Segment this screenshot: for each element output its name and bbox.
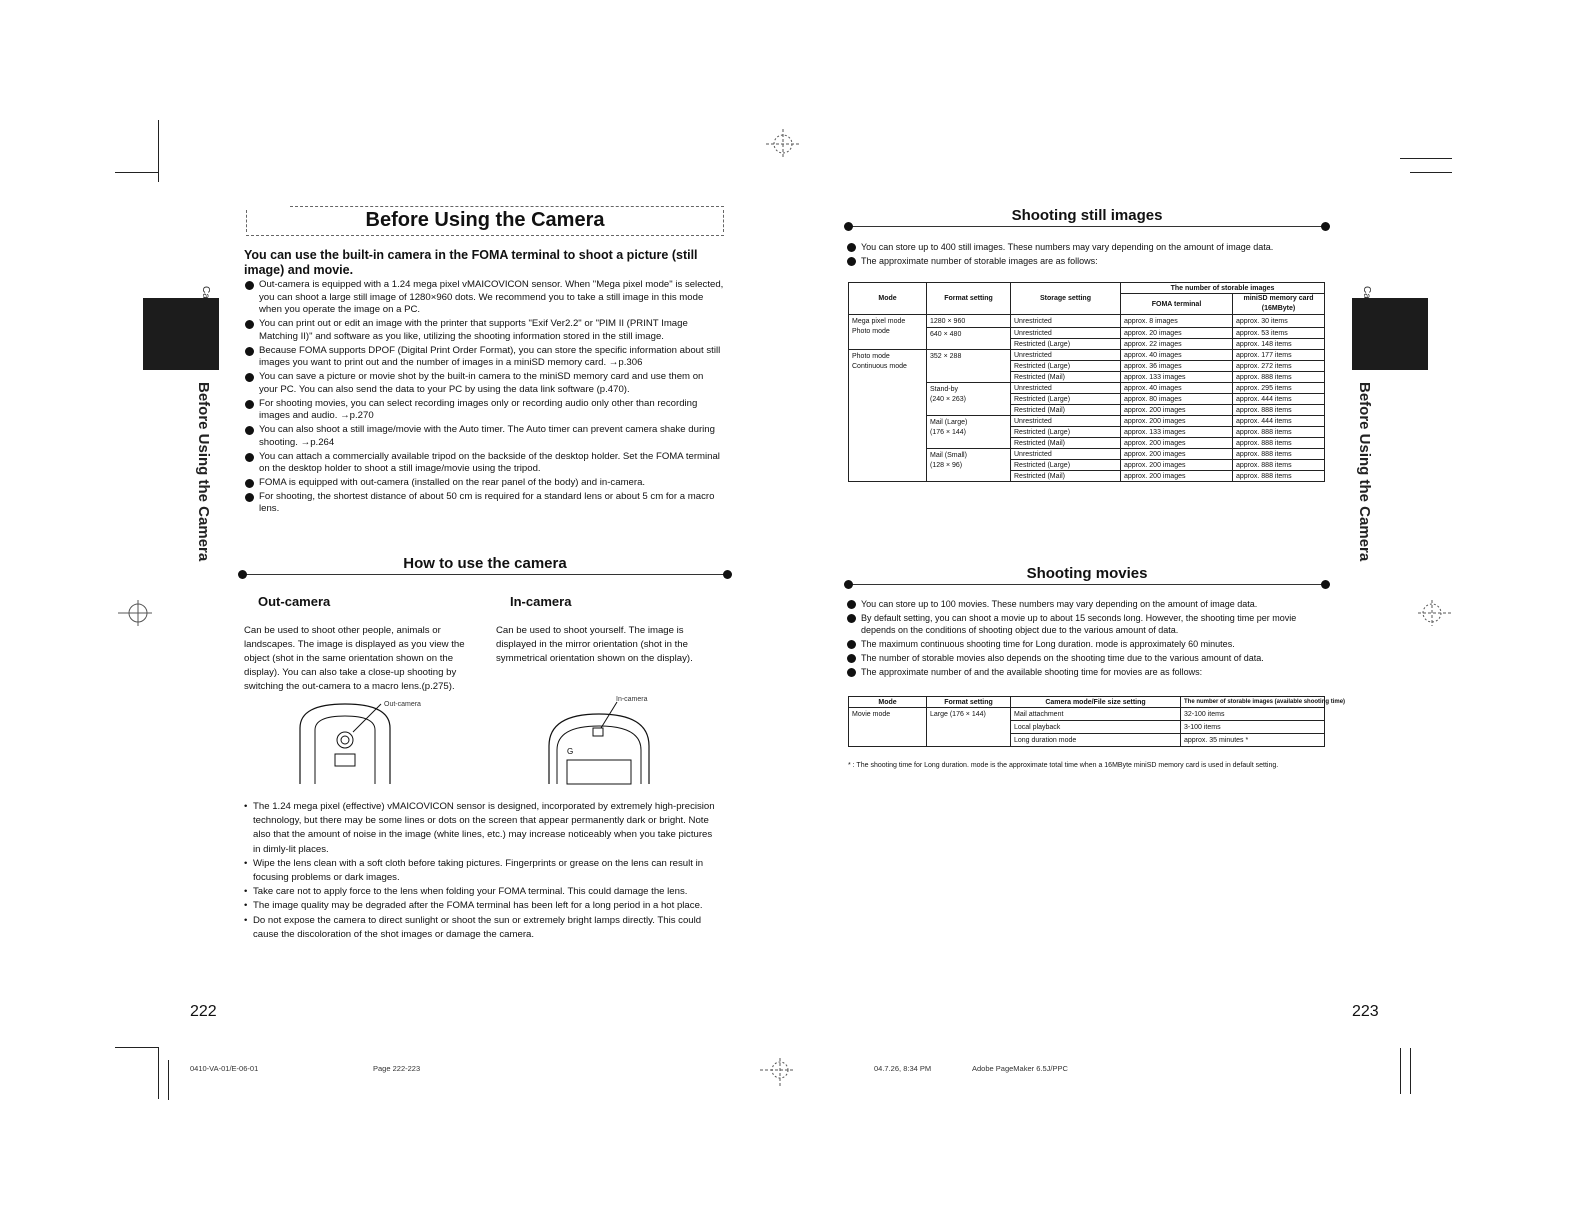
list-item: The maximum continuous shooting time for Long duration. mode is approximately 60 minutes. <box>846 638 1328 651</box>
table-cell: 640 × 480 <box>927 328 1011 350</box>
table-cell: approx. 888 items <box>1233 372 1325 383</box>
crop-mark <box>115 1047 159 1048</box>
table-cell: Photo mode Continuous mode <box>849 350 927 482</box>
table-cell: Restricted (Large) <box>1011 339 1121 350</box>
table-cell: Unrestricted <box>1011 416 1121 427</box>
crop-mark <box>1400 1048 1401 1094</box>
crop-mark <box>1410 1048 1411 1094</box>
list-item: • Wipe the lens clean with a soft cloth before taking pictures. Fingerprints or grease on the lens can result in focusing problems or dark images. <box>244 857 722 885</box>
table-cell: approx. 133 images <box>1121 427 1233 438</box>
table-cell: approx. 888 items <box>1233 438 1325 449</box>
table-cell: approx. 200 images <box>1121 438 1233 449</box>
movie-info-list <box>846 598 1328 679</box>
table-row <box>849 350 1325 361</box>
list-item: You can store up to 400 still images. These numbers may vary depending on the amount of image data. <box>846 241 1328 254</box>
footer-pages: Page 222-223 <box>373 1064 421 1073</box>
table-header: The number of storable images (available shooting time) <box>1181 697 1325 708</box>
table-cell: approx. 444 items <box>1233 394 1325 405</box>
side-tab-block <box>143 298 219 370</box>
in-camera-phone-illustration <box>545 696 655 784</box>
list-item: Because FOMA supports DPOF (Digital Print Order Format), you can store the specific information about still images you want to print out and the number of images in a miniSD memory card. →p.306 <box>244 345 724 370</box>
table-cell: 32-100 items <box>1181 708 1325 721</box>
table-cell: 3-100 items <box>1181 721 1325 734</box>
list-item: • The 1.24 mega pixel (effective) vMAICOVICON sensor is designed, incorporated by extremely high-precision technology, but there may be some lines or dots on the screen that appear permanently dark or bright. Note also that the amount of noise in the image (white lines, etc.) may increase noticeably when you take pictures in dimly-lit places. <box>244 800 722 857</box>
table-cell: approx. 200 images <box>1121 405 1233 416</box>
table-cell: Restricted (Mail) <box>1011 405 1121 416</box>
table-cell: 352 × 288 <box>927 350 1011 383</box>
table-cell: Large (176 × 144) <box>927 708 1011 747</box>
table-cell: Unrestricted <box>1011 350 1121 361</box>
table-header: Camera mode/File size setting <box>1011 697 1181 708</box>
out-camera-heading: Out-camera <box>258 594 331 609</box>
table-cell: Restricted (Large) <box>1011 394 1121 405</box>
table-cell: 1280 × 960 <box>927 315 1011 328</box>
table-header: FOMA terminal <box>1121 294 1233 315</box>
crop-mark <box>1400 158 1452 159</box>
in-camera-description: Can be used to shoot yourself. The image is displayed in the mirror orientation (shot in the symmetrical orientation shown on the display). <box>496 625 693 664</box>
table-cell: Mega pixel mode Photo mode <box>849 315 927 350</box>
table-cell: Unrestricted <box>1011 449 1121 460</box>
list-item: For shooting, the shortest distance of about 50 cm is required for a standard lens or about 5 cm for a macro lens. <box>244 491 724 516</box>
table-cell: Stand-by (240 × 263) <box>927 383 1011 416</box>
table-cell: approx. 295 items <box>1233 383 1325 394</box>
list-item: The number of storable movies also depends on the shooting time due to the various amount of data. <box>846 652 1328 665</box>
footer-app: Adobe PageMaker 6.5J/PPC <box>972 1064 1068 1073</box>
table-cell: approx. 888 items <box>1233 427 1325 438</box>
list-item: The approximate number of storable images are as follows: <box>846 255 1328 268</box>
table-header: Mode <box>849 283 927 315</box>
footnote: * : The shooting time for Long duration. mode is the approximate total time when a 16MByte miniSD memory card is used in default setting. <box>848 762 1279 769</box>
table-cell: Unrestricted <box>1011 328 1121 339</box>
table-row <box>849 708 1325 721</box>
section-heading-movies <box>842 565 1332 587</box>
side-tab-block <box>1352 298 1428 370</box>
table-cell: Movie mode <box>849 708 927 747</box>
list-item: • Do not expose the camera to direct sunlight or shoot the sun or extremely bright lamps directly. This could cause the discoloration of the shot images or damage the camera. <box>244 914 722 942</box>
table-cell: approx. 20 images <box>1121 328 1233 339</box>
crop-mark <box>168 1060 169 1100</box>
footer-code: 0410-VA-01/E-06-01 <box>190 1064 259 1073</box>
list-item: • Take care not to apply force to the lens when folding your FOMA terminal. This could damage the lens. <box>244 885 722 899</box>
table-cell: Restricted (Mail) <box>1011 372 1121 383</box>
table-cell: approx. 888 items <box>1233 405 1325 416</box>
side-title: Before Using the Camera <box>195 382 212 562</box>
list-item: Out-camera is equipped with a 1.24 mega pixel vMAICOVICON sensor. When "Mega pixel mode" is selected, you can shoot a large still image of 1280×960 dots. We recommend you to take a still image in this mode when you operate the image on a PC. <box>244 279 724 317</box>
list-item: You can save a picture or movie shot by the built-in camera to the miniSD memory card and use them on your PC. You can also send the data to your PC by using the data link software (p.470). <box>244 371 724 396</box>
table-cell: approx. 53 items <box>1233 328 1325 339</box>
table-header: miniSD memory card (16MByte) <box>1233 294 1325 315</box>
list-item: For shooting movies, you can select recording images only or recording audio only other than recording images and audio. →p.270 <box>244 398 724 423</box>
section-heading-still <box>842 207 1332 229</box>
page-title-text: Before Using the Camera <box>365 209 605 231</box>
page-number: 222 <box>190 1003 217 1020</box>
table-header: Mode <box>849 697 927 708</box>
table-cell: Restricted (Large) <box>1011 460 1121 471</box>
table-cell: Local playback <box>1011 721 1181 734</box>
table-cell: approx. 35 minutes * <box>1181 734 1325 747</box>
table-cell: approx. 133 images <box>1121 372 1233 383</box>
table-cell: approx. 30 items <box>1233 315 1325 328</box>
feature-list <box>244 279 724 517</box>
caution-notes <box>244 800 722 942</box>
registration-mark-icon <box>766 127 800 161</box>
list-item: The approximate number of and the available shooting time for movies are as follows: <box>846 666 1328 679</box>
page-title <box>246 206 724 236</box>
out-camera-phone-illustration <box>295 698 395 784</box>
table-cell: approx. 888 items <box>1233 471 1325 482</box>
table-cell: approx. 40 images <box>1121 383 1233 394</box>
table-cell: approx. 148 items <box>1233 339 1325 350</box>
crop-mark <box>1410 172 1452 173</box>
crop-mark <box>115 172 159 173</box>
side-title: Before Using the Camera <box>1356 382 1373 562</box>
table-cell: Mail (Small) (128 × 96) <box>927 449 1011 482</box>
section-heading-howto <box>236 555 734 577</box>
table-header: Storage setting <box>1011 283 1121 315</box>
list-item: • The image quality may be degraded after the FOMA terminal has been left for a long period in a hot place. <box>244 899 722 913</box>
section-heading-text: Shooting still images <box>1011 207 1163 224</box>
table-cell: Restricted (Mail) <box>1011 471 1121 482</box>
movie-table <box>848 696 1346 747</box>
registration-mark-icon <box>1418 596 1452 630</box>
lead-paragraph: You can use the built-in camera in the FOMA terminal to shoot a picture (still image) and movie. <box>244 248 698 277</box>
list-item: You can store up to 100 movies. These numbers may vary depending on the amount of image data. <box>846 598 1328 611</box>
list-item: FOMA is equipped with out-camera (installed on the rear panel of the body) and in-camera. <box>244 477 724 490</box>
table-cell: Restricted (Large) <box>1011 361 1121 372</box>
table-row <box>849 315 1325 328</box>
still-image-table <box>848 282 1325 482</box>
table-header: The number of storable images <box>1121 283 1325 294</box>
table-header: Format setting <box>927 697 1011 708</box>
table-cell: approx. 272 items <box>1233 361 1325 372</box>
list-item: You can attach a commercially available tripod on the backside of the desktop holder. Set the FOMA terminal on the desktop holder to shoot a still image/movie using the tripod. <box>244 451 724 476</box>
table-cell: approx. 888 items <box>1233 460 1325 471</box>
table-cell: Unrestricted <box>1011 383 1121 394</box>
footer-datetime: 04.7.26, 8:34 PM <box>874 1064 932 1073</box>
table-cell: approx. 22 images <box>1121 339 1233 350</box>
table-cell: Restricted (Mail) <box>1011 438 1121 449</box>
svg-text:G: G <box>567 747 574 756</box>
table-cell: Restricted (Large) <box>1011 427 1121 438</box>
page-number: 223 <box>1352 1003 1379 1020</box>
section-heading-text: How to use the camera <box>403 555 567 572</box>
registration-mark-icon <box>118 596 152 630</box>
table-cell: approx. 177 items <box>1233 350 1325 361</box>
table-cell: approx. 80 images <box>1121 394 1233 405</box>
out-camera-description: Can be used to shoot other people, animals or landscapes. The image is displayed as you view the object (shot in the same orientation shown on the display). You can also take a close-up shooting by switching the out-camera to a macro lens.(p.275). <box>244 625 465 692</box>
out-camera-callout: Out-camera <box>384 701 421 708</box>
table-cell: approx. 40 images <box>1121 350 1233 361</box>
in-camera-callout: In-camera <box>616 696 648 703</box>
list-item: You can print out or edit an image with the printer that supports "Exif Ver2.2" or "PIM II (PRINT Image Matching II)" and software as you like, utilizing the shooting information stored in the still image. <box>244 318 724 343</box>
crop-mark <box>158 1047 159 1099</box>
table-cell: approx. 36 images <box>1121 361 1233 372</box>
table-cell: approx. 200 images <box>1121 449 1233 460</box>
table-cell: approx. 8 images <box>1121 315 1233 328</box>
table-cell: approx. 888 items <box>1233 449 1325 460</box>
table-cell: Unrestricted <box>1011 315 1121 328</box>
list-item: By default setting, you can shoot a movie up to about 15 seconds long. However, the shooting time per movie depends on the conditions of shooting object due to the various amount of data. <box>846 612 1328 637</box>
in-camera-heading: In-camera <box>510 594 572 609</box>
still-table-body <box>849 315 1325 482</box>
section-heading-text: Shooting movies <box>1026 565 1148 582</box>
table-cell: Long duration mode <box>1011 734 1181 747</box>
table-cell: Mail attachment <box>1011 708 1181 721</box>
table-cell: approx. 200 images <box>1121 416 1233 427</box>
table-cell: Mail (Large) (176 × 144) <box>927 416 1011 449</box>
registration-mark-icon <box>760 1056 794 1090</box>
list-item: You can also shoot a still image/movie with the Auto timer. The Auto timer can prevent camera shake during shooting. →p.264 <box>244 424 724 449</box>
table-cell: approx. 444 items <box>1233 416 1325 427</box>
still-info-list <box>846 241 1328 269</box>
table-cell: approx. 200 images <box>1121 471 1233 482</box>
table-header: Format setting <box>927 283 1011 315</box>
table-cell: approx. 200 images <box>1121 460 1233 471</box>
